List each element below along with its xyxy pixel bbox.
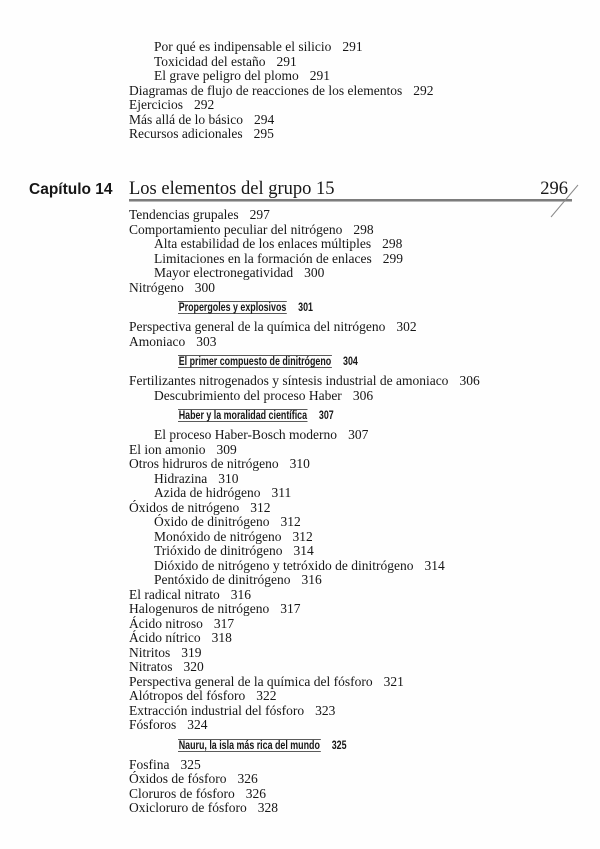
page-number: 292 xyxy=(193,97,215,112)
boxed-feature xyxy=(178,355,358,368)
toc-subentry xyxy=(129,530,480,545)
entry-title: Comportamiento peculiar del nitrógeno xyxy=(129,221,343,237)
page-number: 307 xyxy=(318,408,334,422)
entry-title: Más allá de lo básico xyxy=(129,111,243,127)
chapter-toc-list xyxy=(129,208,480,816)
toc-entry xyxy=(129,84,434,99)
entry-title: Óxidos de nitrógeno xyxy=(129,499,240,515)
page-number: 320 xyxy=(183,659,204,674)
toc-entry xyxy=(129,588,480,603)
entry-title: Limitaciones en la formación de enlaces xyxy=(154,250,372,266)
page-number: 316 xyxy=(301,572,322,587)
toc-subentry xyxy=(129,40,434,55)
entry-title: Hidrazina xyxy=(154,470,208,486)
toc-entry xyxy=(129,208,480,223)
toc-entry xyxy=(129,501,480,516)
entry-title: Fosfina xyxy=(129,756,170,772)
toc-subentry xyxy=(129,573,480,588)
page-number: 311 xyxy=(271,485,292,500)
entry-title: El grave peligro del plomo xyxy=(154,68,299,83)
entry-title: Alta estabilidad de los enlaces múltiples xyxy=(154,236,372,251)
page-number: 312 xyxy=(292,528,313,544)
page-number: 291 xyxy=(309,68,330,83)
toc-subentry xyxy=(129,486,480,501)
page-number: 306 xyxy=(352,387,374,403)
toc-continued-section xyxy=(129,40,434,142)
toc-subentry xyxy=(129,544,480,559)
entry-title: El radical nitrato xyxy=(129,586,220,602)
toc-entry xyxy=(129,602,480,617)
toc-entry xyxy=(129,98,434,113)
entry-title: Dióxido de nitrógeno y tetróxido de dinitrógeno xyxy=(154,557,414,573)
entry-title: Oxicloruro de fósforo xyxy=(129,800,247,815)
toc-entry xyxy=(129,457,480,472)
page-number: 304 xyxy=(343,354,358,368)
entry-title: Pentóxido de dinitrógeno xyxy=(154,572,291,587)
page-number: 326 xyxy=(237,771,258,786)
page-number: 317 xyxy=(280,601,301,616)
entry-title: Extracción industrial del fósforo xyxy=(129,702,305,718)
page-number: 306 xyxy=(459,373,480,388)
page-number: 303 xyxy=(196,333,217,349)
page-number: 300 xyxy=(194,279,215,295)
entry-title: Óxidos de fósforo xyxy=(129,771,227,786)
page-number: 294 xyxy=(253,111,275,127)
page-number: 321 xyxy=(383,673,404,689)
chapter-page-number: 296 xyxy=(540,179,568,199)
page-number: 300 xyxy=(304,265,325,280)
toc-subentry xyxy=(129,55,434,70)
chapter-label: Capítulo 14 xyxy=(29,181,113,198)
entry-title: Amoniaco xyxy=(129,333,186,349)
toc-entry xyxy=(129,374,480,389)
toc-entry xyxy=(129,787,480,802)
entry-title: Recursos adicionales xyxy=(129,126,243,141)
toc-entry xyxy=(129,772,480,787)
toc-subentry xyxy=(129,237,480,252)
page-number: 317 xyxy=(213,615,235,631)
toc-entry xyxy=(129,801,480,816)
toc-subentry xyxy=(129,389,480,404)
boxed-feature-title: El primer compuesto de dinitrógeno xyxy=(178,354,332,368)
entry-title: Fertilizantes nitrogenados y síntesis industrial de amoniaco xyxy=(129,373,449,388)
entry-title: Tendencias grupales xyxy=(129,207,239,222)
page-number: 310 xyxy=(218,470,239,486)
boxed-feature xyxy=(178,409,334,422)
boxed-feature-entry xyxy=(129,409,480,422)
toc-entry xyxy=(129,675,480,690)
boxed-feature-title: Propergoles y explosivos xyxy=(178,300,287,314)
page-number: 328 xyxy=(257,800,278,815)
toc-entry xyxy=(129,335,480,350)
toc-subentry xyxy=(129,472,480,487)
entry-title: Toxicidad del estaño xyxy=(154,53,266,69)
toc-entry xyxy=(129,758,480,773)
boxed-feature xyxy=(178,301,313,314)
page-number: 299 xyxy=(382,250,404,266)
toc-entry xyxy=(129,443,480,458)
toc-entry xyxy=(129,223,480,238)
entry-title: Halogenuros de nitrógeno xyxy=(129,601,270,616)
entry-title: Cloruros de fósforo xyxy=(129,785,235,801)
toc-subentry xyxy=(129,559,480,574)
boxed-feature xyxy=(178,739,347,752)
entry-title: Perspectiva general de la química del fósforo xyxy=(129,673,373,689)
page-number: 322 xyxy=(256,688,277,703)
page-number: 302 xyxy=(396,319,417,334)
toc-entry xyxy=(129,718,480,733)
chapter-underline-rule xyxy=(129,199,572,202)
entry-title: Perspectiva general de la química del nitrógeno xyxy=(129,319,386,334)
entry-title: Ejercicios xyxy=(129,97,183,112)
page-number: 319 xyxy=(181,644,202,660)
entry-title: Alótropos del fósforo xyxy=(129,688,246,703)
page-number: 292 xyxy=(413,82,434,98)
page-number: 297 xyxy=(249,207,270,222)
entry-title: Mayor electronegatividad xyxy=(154,265,294,280)
toc-entry xyxy=(129,660,480,675)
entry-title: Nitrógeno xyxy=(129,279,184,295)
page-number: 318 xyxy=(211,630,232,645)
page-number: 298 xyxy=(382,236,403,251)
entry-title: El ion amonio xyxy=(129,441,206,457)
entry-title: Descubrimiento del proceso Haber xyxy=(154,387,342,403)
toc-entry xyxy=(129,646,480,661)
page-number: 309 xyxy=(216,441,237,457)
entry-title: Ácido nitroso xyxy=(129,615,203,631)
page-number: 324 xyxy=(187,717,208,732)
toc-subentry xyxy=(129,515,480,530)
page-number: 312 xyxy=(250,499,271,515)
page-number: 325 xyxy=(331,737,347,752)
toc-subentry xyxy=(129,69,434,84)
toc-subentry xyxy=(129,428,480,443)
page-number: 316 xyxy=(230,586,251,602)
boxed-feature-title: Haber y la moralidad científica xyxy=(178,408,308,422)
page-number: 326 xyxy=(245,785,266,801)
page-number: 291 xyxy=(342,39,363,54)
entry-title: Óxido de dinitrógeno xyxy=(154,514,270,529)
page-number: 310 xyxy=(289,456,310,471)
page-number: 307 xyxy=(348,427,369,442)
entry-title: Azida de hidrógeno xyxy=(154,485,261,500)
page-number: 325 xyxy=(180,756,201,772)
entry-title: Trióxido de dinitrógeno xyxy=(154,543,283,558)
boxed-feature-entry xyxy=(129,739,480,752)
boxed-feature-entry xyxy=(129,355,480,368)
entry-title: Nitritos xyxy=(129,644,171,660)
page-number: 298 xyxy=(353,221,374,237)
page-number: 291 xyxy=(276,53,297,69)
entry-title: El proceso Haber-Bosch moderno xyxy=(154,427,338,442)
toc-entry xyxy=(129,617,480,632)
toc-entry xyxy=(129,281,480,296)
entry-title: Monóxido de nitrógeno xyxy=(154,528,282,544)
page-number: 314 xyxy=(293,543,314,558)
toc-entry xyxy=(129,689,480,704)
diagonal-corner-mark xyxy=(545,180,585,220)
toc-entry xyxy=(129,704,480,719)
toc-entry xyxy=(129,631,480,646)
toc-entry xyxy=(129,113,434,128)
page-number: 312 xyxy=(280,514,301,529)
boxed-feature-entry xyxy=(129,301,480,314)
entry-title: Por qué es indipensable el silicio xyxy=(154,39,332,54)
toc-subentry xyxy=(129,252,480,267)
page-number: 314 xyxy=(424,557,445,573)
boxed-feature-title: Nauru, la isla más rica del mundo xyxy=(178,737,320,752)
entry-title: Otros hidruros de nitrógeno xyxy=(129,456,279,471)
entry-title: Fósforos xyxy=(129,717,177,732)
chapter-title: Los elementos del grupo 15 xyxy=(129,179,335,199)
toc-subentry xyxy=(129,266,480,281)
entry-title: Nitratos xyxy=(129,659,173,674)
page-number: 301 xyxy=(298,300,313,314)
page-number: 323 xyxy=(315,702,336,718)
page-number: 295 xyxy=(253,126,274,141)
entry-title: Diagramas de flujo de reacciones de los elementos xyxy=(129,82,403,98)
toc-entry xyxy=(129,320,480,335)
toc-entry xyxy=(129,127,434,142)
entry-title: Ácido nítrico xyxy=(129,630,201,645)
